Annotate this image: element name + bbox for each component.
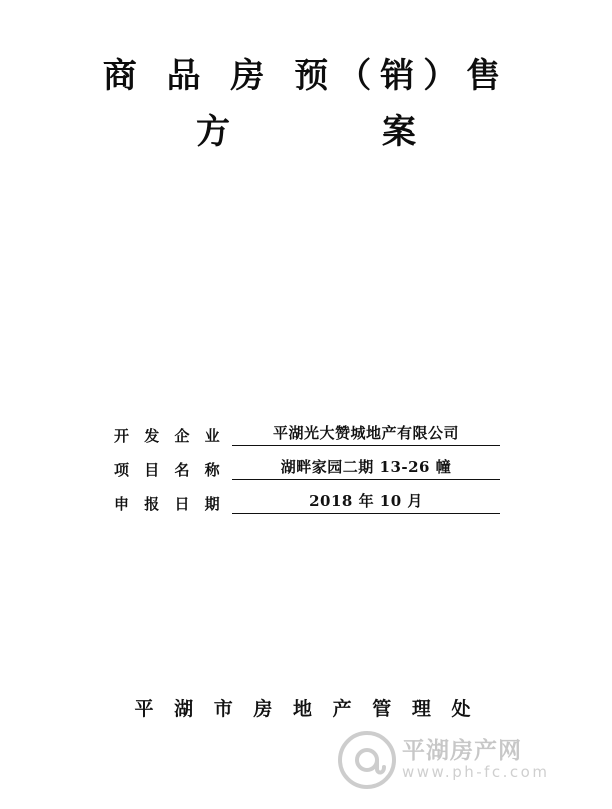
watermark-text	[402, 739, 549, 781]
document-title	[0, 48, 612, 160]
watermark	[336, 729, 598, 791]
document-fields	[0, 412, 612, 514]
watermark-site-name: 平湖房产网	[402, 738, 522, 765]
field-label-project: 项 目 名 称	[114, 461, 225, 479]
at-sign-icon	[336, 729, 398, 791]
title-line-primary: 商 品 房 预（销）售	[102, 56, 510, 96]
document-footer: 平 湖 市 房 地 产 管 理 处	[134, 698, 478, 720]
field-value-developer: 平湖光大赞城地产有限公司	[232, 422, 500, 446]
field-value-project: 湖畔家园二期 13-26 幢	[232, 456, 500, 480]
field-value-date: 2018 年 10 月	[232, 490, 500, 514]
field-label-developer: 开 发 企 业	[114, 427, 225, 445]
field-label-date: 申 报 日 期	[114, 495, 225, 513]
field-row-developer	[0, 412, 612, 446]
field-row-project	[0, 446, 612, 480]
watermark-site-url: www.ph-fc.com	[402, 763, 550, 782]
field-row-date	[0, 480, 612, 514]
title-line-secondary: 方 案	[196, 112, 444, 152]
